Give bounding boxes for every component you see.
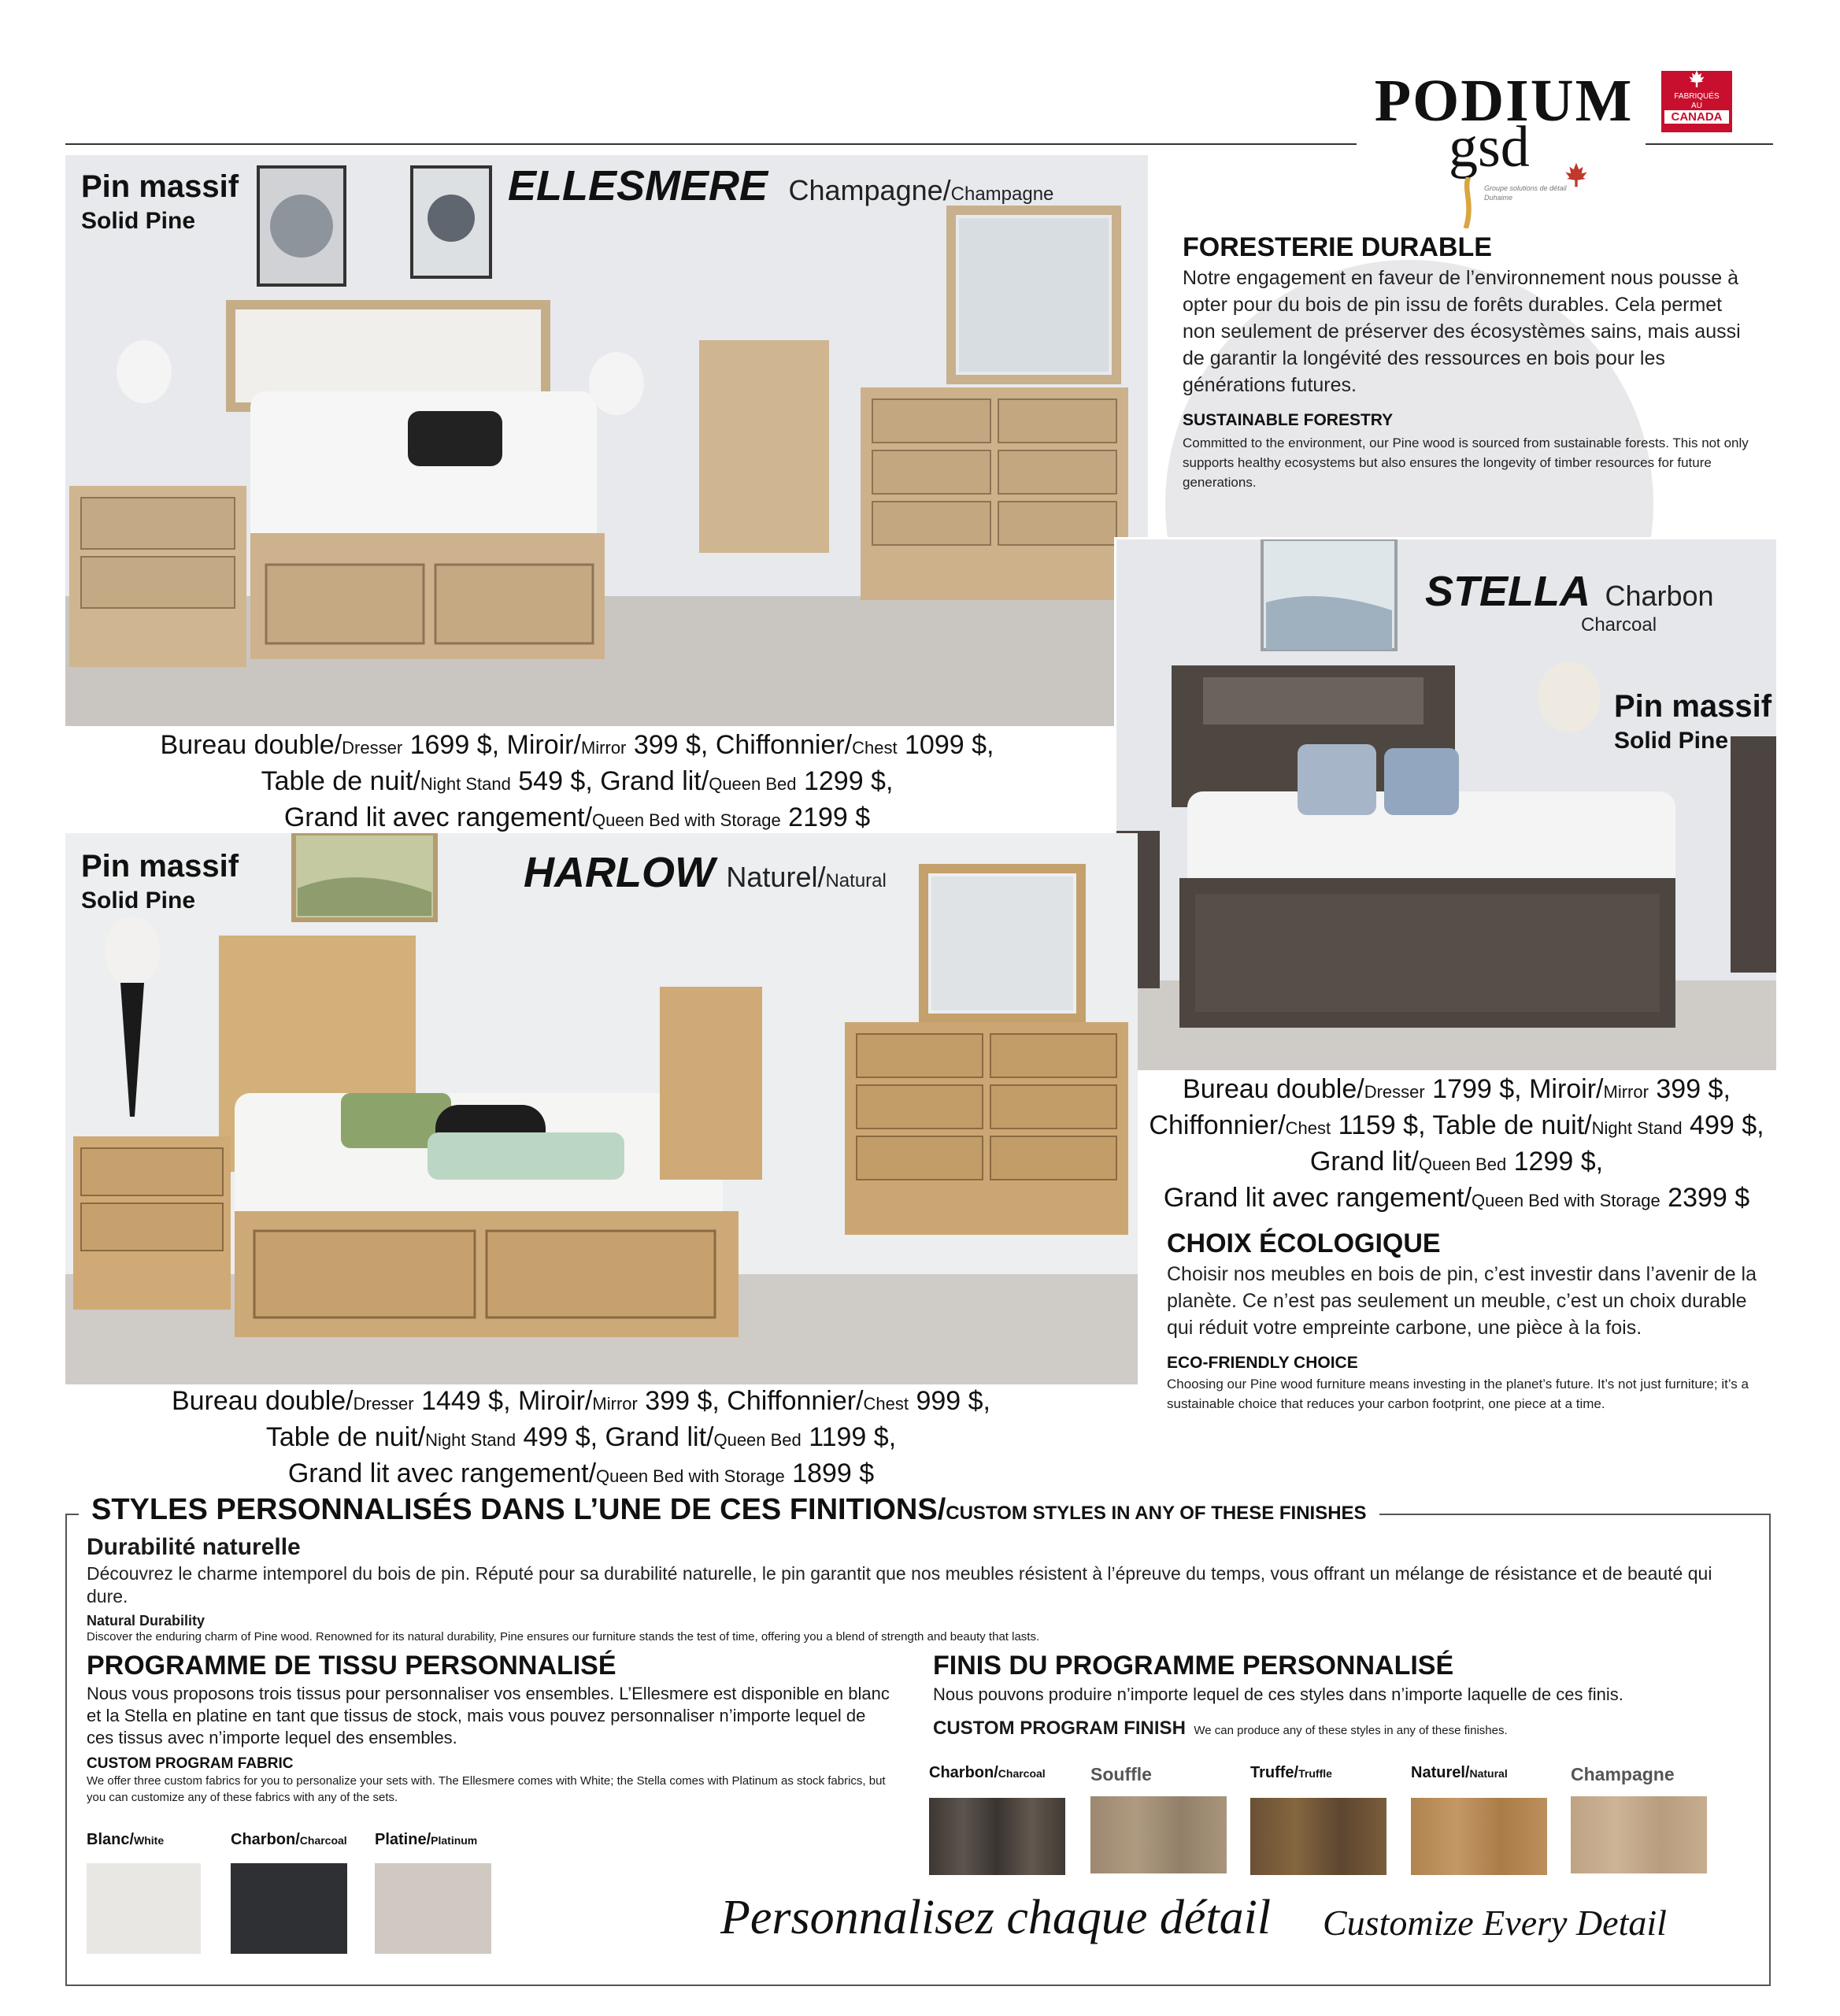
harlow-wood-tag [81,849,239,914]
chest-label-en: Chest [863,1394,909,1414]
forestry-title-fr: FORESTERIE DURABLE [1183,232,1492,262]
harlow-prices [65,1384,1097,1493]
durability-title-en: Natural Durability [87,1613,205,1629]
forestry-title-en: SUSTAINABLE FORESTRY [1183,411,1394,429]
stella-name: STELLA [1425,568,1590,615]
harlow-name: HARLOW [524,849,715,896]
storage-bed-price: 1899 $ [784,1458,875,1488]
storage-bed-label-en: Queen Bed with Storage [592,810,781,830]
stella-price-line-4 [1134,1181,1779,1217]
durability-body-en: Discover the enduring charm of Pine wood. Renowned for its natural durability, Pine ensures our furniture stands the test of time, offering you a blend of strength and beauty that lasts. [87,1630,1040,1644]
chest-price: 1159 $, [1331,1110,1426,1140]
chest-price: 999 $, [909,1386,991,1416]
fabric-platinum-label: Platine/ [375,1831,431,1848]
finish-natural-swatch-color [1411,1798,1547,1875]
finish-charcoal-swatch-color [929,1798,1065,1875]
mirror-price: 399 $, [637,1386,720,1416]
harlow-price-line-1 [65,1384,1097,1421]
mirror-label: Miroir/ [506,730,581,760]
custom-heading-fr: STYLES PERSONNALISÉS DANS L’UNE DE CES FINITIONS/ [91,1493,946,1526]
fabric-charcoal-swatch-color [231,1863,347,1954]
night-stand-price: 499 $, [516,1422,598,1452]
tagline-fr: Personnalisez chaque détail [720,1891,1272,1944]
queen-bed-label: Grand lit/ [600,766,709,796]
queen-bed-label-en: Queen Bed [713,1430,802,1450]
badge-line-2: AU [1691,102,1702,110]
fabric-program-section [87,1651,890,1806]
finish-truffle-swatch-color [1250,1798,1386,1875]
dresser-price: 1699 $, [402,730,500,760]
stella-tag-en: Solid Pine [1614,728,1729,754]
fabric-body-fr: Nous vous proposons trois tissus pour personnaliser vos ensembles. L’Ellesmere est disponible en blanc et la Stella en platine en tant que tissus de stock, mais vous pouvez personnaliser n’importe lequel de ces tissus avec n’importe lequel des ensembles. [87,1684,890,1747]
harlow-finish-fr: Naturel/ [726,861,826,893]
ellesmere-name: ELLESMERE [508,162,768,209]
eco-title-en: ECO-FRIENDLY CHOICE [1167,1354,1358,1372]
forestry-section [1183,232,1757,492]
fabric-charcoal-label: Charbon/ [231,1831,300,1848]
eco-body-en: Choosing our Pine wood furniture means investing in the planet’s future. It’s not just furniture; it’s a sustainable choice that reduces your carbon footprint, one piece at a time. [1167,1377,1749,1411]
finish-swatch-truffle [1250,1764,1386,1875]
storage-bed-label: Grand lit avec rangement/ [283,802,593,832]
durability-section [87,1534,1748,1645]
stella-price-line-1 [1134,1073,1779,1109]
fabric-white-label-en: White [134,1834,165,1847]
stella-tag-fr: Pin massif [1614,689,1772,724]
queen-bed-label-en: Queen Bed [1418,1154,1507,1174]
forestry-body-fr: Notre engagement en faveur de l’environnement nous pousse à opter pour du bois de pin issu de forêts durables. Cela permet non seulement de préserver des écosystèmes sains, mais aussi de garantir la longévité des ressources en bois pour les générations futures. [1183,267,1741,396]
storage-bed-price: 2399 $ [1660,1183,1750,1213]
night-stand-price: 499 $, [1682,1110,1764,1140]
finish-charcoal-label: Charbon/ [929,1764,998,1781]
night-stand-label: Table de nuit/ [1432,1110,1592,1140]
finish-title-fr: FINIS DU PROGRAMME PERSONNALISÉ [933,1651,1454,1681]
custom-styles-heading [79,1493,1379,1527]
stella-wood-tag [1614,689,1772,754]
fabric-title-fr: PROGRAMME DE TISSU PERSONNALISÉ [87,1651,616,1681]
storage-bed-price: 2199 $ [780,802,871,832]
mirror-label-en: Mirror [1603,1082,1649,1102]
dresser-label-en: Dresser [342,738,403,758]
wheat-stalk-icon [1453,177,1484,228]
harlow-price-line-3 [65,1457,1097,1493]
queen-bed-label: Grand lit/ [605,1422,714,1452]
harlow-title [524,848,887,897]
finish-title-en: CUSTOM PROGRAM FINISH [933,1718,1186,1739]
stella-prices [1134,1073,1779,1217]
finish-swatch-souffle [1090,1764,1227,1873]
mirror-label: Miroir/ [517,1386,593,1416]
badge-maple-leaf-icon [1686,69,1707,88]
brand-logo [1374,67,1634,228]
harlow-finish-en: Natural [825,870,887,891]
dresser-price: 1799 $, [1424,1074,1522,1104]
dresser-label-en: Dresser [353,1394,414,1414]
night-stand-label: Table de nuit/ [261,766,420,796]
ellesmere-bedroom-photo [65,155,1148,726]
stella-finish-en: Charcoal [1581,614,1657,636]
chest-label: Chiffonnier/ [1149,1110,1286,1140]
stella-title [1425,567,1714,616]
ellesmere-tag-en: Solid Pine [81,208,196,234]
eco-body-fr: Choisir nos meubles en bois de pin, c’est investir dans l’avenir de la planète. Ce n’est pas seulement un meuble, c’est un choix durable qui réduit votre empreinte carbone, une pièce à la fois. [1167,1263,1757,1339]
dresser-label: Bureau double/ [171,1386,354,1416]
chest-price: 1099 $, [897,730,994,760]
forestry-body-en: Committed to the environment, our Pine wood is sourced from sustainable forests. This not only supports healthy ecosystems but also ensures the longevity of timber resources for future generations. [1183,435,1749,490]
fabric-swatch-platinum [375,1831,491,1954]
storage-bed-label-en: Queen Bed with Storage [596,1466,785,1486]
finish-natural-label: Naturel/ [1411,1764,1470,1781]
night-stand-label-en: Night Stand [420,774,511,794]
custom-heading-en: CUSTOM STYLES IN ANY OF THESE FINISHES [946,1503,1367,1524]
badge-line-3: CANADA [1664,110,1729,124]
finish-souffle-label: Souffle [1090,1764,1152,1784]
dresser-label: Bureau double/ [1183,1074,1364,1104]
ellesmere-price-line-3 [65,801,1089,837]
fabric-charcoal-label-en: Charcoal [299,1834,347,1847]
fabric-swatch-charcoal [231,1831,347,1954]
storage-bed-label: Grand lit avec rangement/ [287,1458,597,1488]
dresser-label: Bureau double/ [160,730,342,760]
night-stand-price: 549 $, [510,766,593,796]
stella-bedroom-photo [1114,537,1779,1073]
durability-title-fr: Durabilité naturelle [87,1534,301,1560]
stella-price-line-3 [1134,1145,1779,1181]
mirror-label-en: Mirror [592,1394,638,1414]
finish-truffle-label: Truffe/ [1250,1764,1299,1781]
finish-champagne-swatch-color [1571,1796,1707,1873]
ellesmere-price-line-1 [65,728,1089,765]
finish-swatch-natural [1411,1764,1547,1875]
chest-label: Chiffonnier/ [715,730,853,760]
finish-en-line [933,1718,1768,1740]
storage-bed-label-en: Queen Bed with Storage [1472,1191,1660,1210]
logo-top-text: PODIUM [1374,68,1634,134]
finish-souffle-swatch-color [1090,1796,1227,1873]
made-in-canada-badge [1661,71,1732,132]
ellesmere-tag-fr: Pin massif [81,169,239,204]
badge-line-1: FABRIQUÉS [1674,92,1720,101]
ellesmere-finish-fr: Champagne/ [788,174,951,206]
fabric-platinum-swatch-color [375,1863,491,1954]
mirror-price: 399 $, [1648,1074,1731,1104]
ellesmere-price-line-2 [65,765,1089,801]
ellesmere-title [508,161,1053,210]
stella-finish-fr: Charbon [1605,580,1714,612]
header-rule-right [1646,143,1773,145]
tagline-en: Customize Every Detail [1323,1903,1667,1943]
ellesmere-wood-tag [81,169,239,235]
night-stand-label: Table de nuit/ [265,1422,426,1452]
eco-section [1167,1228,1765,1414]
eco-title-fr: CHOIX ÉCOLOGIQUE [1167,1228,1441,1258]
night-stand-label-en: Night Stand [425,1430,516,1450]
header-rule-left [65,143,1357,145]
chest-label-en: Chest [852,738,898,758]
harlow-tag-fr: Pin massif [81,849,239,884]
fabric-title-en: CUSTOM PROGRAM FABRIC [87,1755,294,1772]
queen-bed-label-en: Queen Bed [709,774,797,794]
mirror-price: 399 $, [626,730,709,760]
fabric-body-en: We offer three custom fabrics for you to personalize your sets with. The Ellesmere comes with White; the Stella comes with Platinum as stock fabrics, but you can customize any of these fabrics with any of the sets. [87,1774,886,1804]
harlow-price-line-2 [65,1421,1097,1457]
dresser-price: 1449 $, [413,1386,511,1416]
finish-swatch-champagne [1571,1764,1707,1873]
mirror-label: Miroir/ [1529,1074,1604,1104]
harlow-tag-en: Solid Pine [81,888,196,914]
queen-bed-price: 1299 $, [1506,1147,1604,1177]
finish-natural-label-en: Natural [1469,1767,1508,1780]
night-stand-label-en: Night Stand [1591,1118,1683,1138]
finish-body-en: We can produce any of these styles in any of these finishes. [1194,1724,1508,1737]
queen-bed-label: Grand lit/ [1309,1147,1419,1177]
logo-bottom-text: gsd [1449,115,1530,180]
queen-bed-price: 1299 $, [796,766,894,796]
fabric-white-label: Blanc/ [87,1831,135,1848]
finish-swatch-charcoal [929,1764,1065,1875]
chest-label-en: Chest [1285,1118,1331,1138]
dresser-label-en: Dresser [1364,1082,1425,1102]
stella-price-line-2 [1134,1109,1779,1145]
harlow-bedroom-photo [65,833,1138,1384]
finish-charcoal-label-en: Charcoal [998,1767,1046,1780]
queen-bed-price: 1199 $, [801,1422,897,1452]
mirror-label-en: Mirror [580,738,627,758]
durability-body-fr: Découvrez le charme intemporel du bois de pin. Réputé pour sa durabilité naturelle, le pin garantit que nos meubles résistent à l’épreuve du temps, vous offrant un mélange de résistance et de beauté qui dure. [87,1563,1712,1606]
finish-champagne-label: Champagne [1571,1764,1675,1784]
fabric-white-swatch-color [87,1863,201,1954]
finish-truffle-label-en: Truffle [1298,1767,1332,1780]
fabric-swatch-white [87,1831,201,1954]
finish-body-fr: Nous pouvons produire n’importe lequel de ces styles dans n’importe laquelle de ces finis. [933,1684,1623,1704]
storage-bed-label: Grand lit avec rangement/ [1163,1183,1472,1213]
finish-program-section [933,1651,1768,1740]
ellesmere-finish-en: Champagne [950,183,1054,205]
ellesmere-prices [65,728,1089,837]
fabric-platinum-label-en: Platinum [431,1834,478,1847]
logo-tagline: Groupe solutions de détail Duhaime [1484,184,1567,202]
chest-label: Chiffonnier/ [727,1386,864,1416]
